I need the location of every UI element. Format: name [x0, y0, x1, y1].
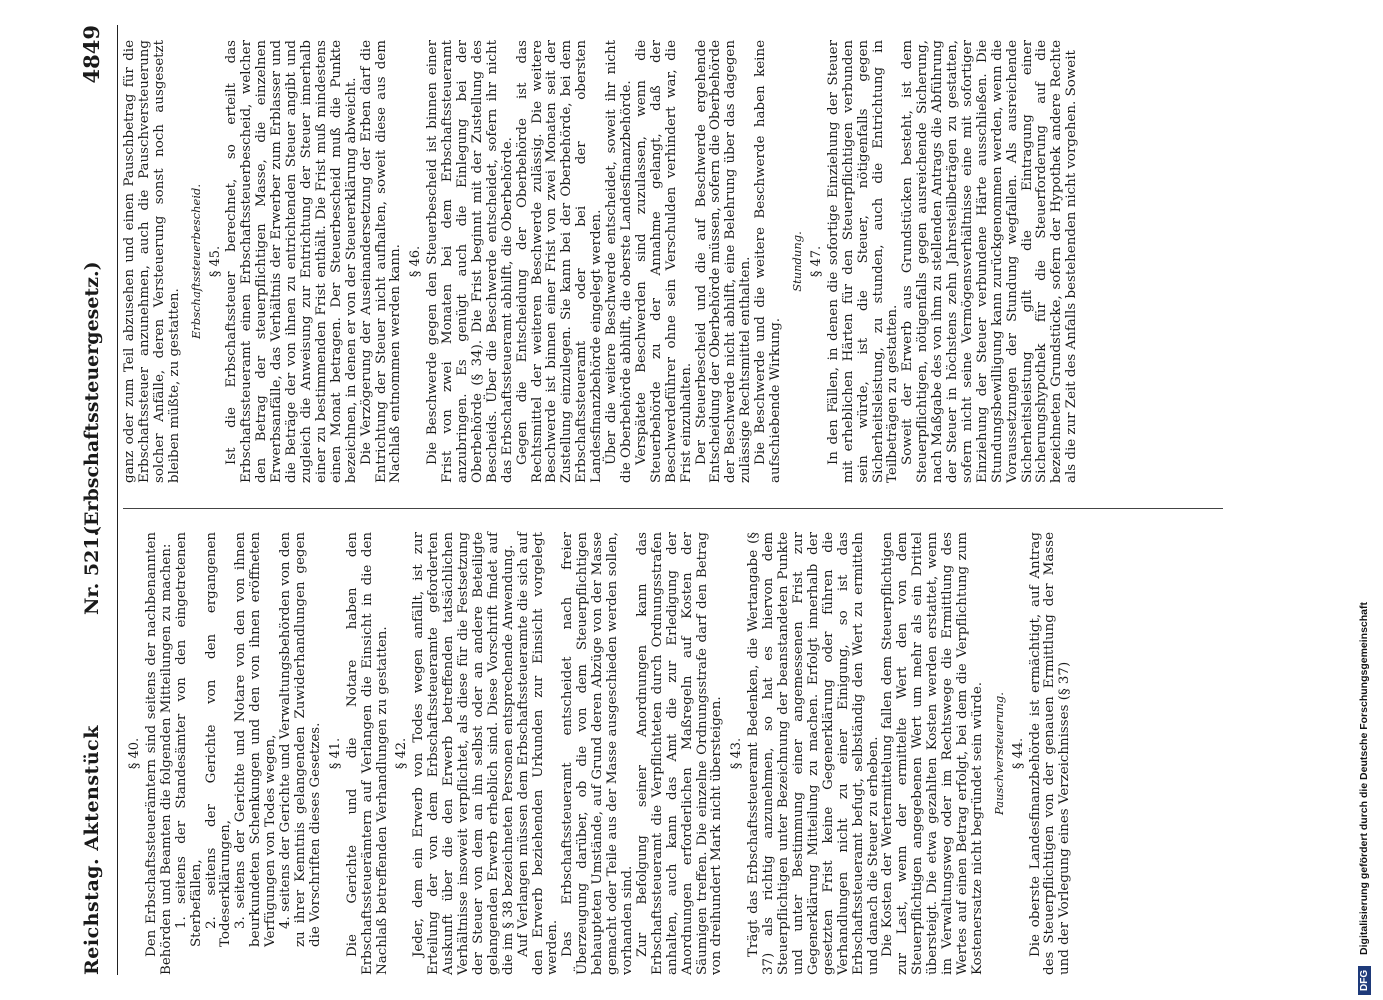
rotated-page [75, 25, 1275, 975]
dfg-logo: DFG [1358, 966, 1371, 995]
paragraph: Die Verzögerung der Auseinandersetzung der Erben darf die Entrichtung der Steuer nicht aufhalten, soweit diese aus dem Nachlaß entnommen werden kann. [358, 40, 404, 483]
right-column [123, 40, 1080, 483]
subheading: Erbschaftssteuerbescheid. [188, 183, 203, 340]
list-item: 2. seitens der Gerichte von den ergangenen Todeserklärungen, [203, 532, 234, 947]
header-rule [117, 25, 118, 975]
list-item: 4. seitens der Gerichte und Verwaltungsbehörden von den zu ihrer Kenntnis gelangenden Zuwiderhandlungen gegen die Vorschriften dieses Gesetzes. [278, 532, 323, 947]
paragraph: Der Steuerbescheid und die auf Beschwerde ergehende Entscheidung der Oberbehörde müssen, sofern die Oberbehörde der Beschwerde nicht abhilft, eine Belehrung über das dagegen zulässige Rechtsmittel enthalten. [693, 40, 754, 483]
paragraph: Verspätete Beschwerden sind zuzulassen, wenn die Steuerbehörde zu der Annahme gelangt, daß der Beschwerdeführer ohne sein Verschulden verhindert war, die Frist einzuhalten. [633, 40, 694, 483]
page-number: 4849 [79, 25, 104, 84]
section-heading: § 47. [808, 245, 824, 278]
paragraph: Die Beschwerde und die weitere Beschwerde haben keine aufschiebende Wirkung. [753, 40, 784, 483]
section-heading: § 44. [1010, 737, 1026, 770]
header-number: Nr. 521. [81, 529, 103, 615]
header-left: Reichstag. Aktenstück [81, 725, 103, 975]
subheading: Stundung. [789, 231, 804, 292]
paragraph: Soweit der Erwerb aus Grundstücken besteht, ist dem Steuerpflichtigen, nötigenfalls gegen ausreichende Sicherung, nach Maßgabe des von ihm zu stellenden Antrags die Abführung der Steuer in höchstens zehn Jahresteilbeträgen zu gestatten, sofern nicht seine Vermögensverhältnisse eine mit sofortiger Einziehung der Steuer verbundene Härte ausschließen. Die Stundungsbewilligung kann zurückgenommen werden, wenn die Voraussetzungen der Stundung wegfallen. Als ausreichende Sicherheitsleistung gilt die Eintragung einer Sicherungshypothek für die Steuerforderung auf die bezeichneten Grundstücke, sofern der Hypothek andere Rechte als die zur Zeit des Anfalls bestehenden nicht vorgehen. Soweit [900, 40, 1080, 483]
list-item: 3. seitens der Gerichte und Notare von den von ihnen beurkundeten Schenkungen und den von ihnen eröffneten Verfügungen von Todes wegen, [233, 532, 279, 947]
paragraph: In den Fällen, in denen die sofortige Einziehung der Steuer mit erheblichen Härten für den Steuerpflichtigen verbunden sein würde, ist die Steuer, nötigenfalls gegen Sicherheitsleistung, zu stunden, auch die Entrichtung in Teilbeträgen zu gestatten. [825, 40, 901, 483]
column-divider [123, 508, 1223, 509]
list-item: 1. seitens der Standesämter von den eingetretenen Sterbefällen, [173, 532, 204, 947]
paragraph: Den Erbschaftssteuerämtern sind seitens der nachbenannten Behörden und Beamten die folgenden Mitteilungen zu machen: [143, 532, 174, 975]
paragraph: Die Beschwerde gegen den Steuerbescheid ist binnen einer Frist von zwei Monaten bei dem Erbschaftssteueramt anzubringen. Es genügt auch die Einlegung bei der Oberbehörde (§ 34). Die Frist beginnt mit der Zustellung des Bescheids. Über die Beschwerde entscheidet, sofern ihr nicht das Erbschaftssteueramt abhilft, die Oberbehörde. [425, 40, 515, 483]
paragraph: ganz oder zum Teil abzusehen und einen Pauschbetrag für die Erbschaftssteuer anzunehmen, auch die Pauschversteuerung solcher Anfälle, deren Versteuerung sonst noch ausgesetzt bleiben müßte, zu gestatten. [122, 40, 182, 483]
section-heading: § 46. [408, 245, 424, 278]
section-heading: § 42. [394, 737, 410, 770]
section-heading: § 45. [207, 245, 223, 278]
subheading: Pauschversteuerung. [991, 692, 1006, 815]
paragraph: Die Gerichte und die Notare haben den Erbschaftssteuerämtern auf Verlangen die Einsicht in die den Nachlaß betreffenden Verhandlungen zu gestatten. [344, 532, 390, 975]
paragraph: Ist die Erbschaftssteuer berechnet, so erteilt das Erbschaftssteueramt einen Erbschaftssteuerbescheid, welcher den Betrag der steuerpflichtigen Masse, die einzelnen Erwerbsanfälle, das Verhältnis der Erwerber zum Erblasser und die Beträge der von ihnen zu entrichtenden Steuer angibt und zugleich die Anweisung zur Entrichtung der Steuer innerhalb einer zu bestimmenden Frist enthält. Die Frist muß mindestens einen Monat betragen. Der Steuerbescheid muß die Punkte bezeichnen, in denen er von der Steuererklärung abweicht. [224, 40, 359, 483]
paragraph: Die oberste Landesfinanzbehörde ist ermächtigt, auf Antrag des Steuerpflichtigen von der genauen Ermittlung der Masse und der Vorlegung eines Verzeichnisses (§ 37) [1027, 532, 1073, 975]
paragraph: Trägt das Erbschaftssteueramt Bedenken, die Wertangabe (§ 37) als richtig anzunehmen, so hat es hiervon dem Steuerpflichtigen unter Bezeichnung der beanstandeten Punkte und unter Bestimmung einer angemessenen Frist zur Gegenerklärung Mitteilung zu machen. Erfolgt innerhalb der gesetzten Frist keine Gegenerklärung oder führen die Verhandlungen nicht zu einer Einigung, so ist das Erbschaftssteueramt befugt, selbständig den Wert zu ermitteln und danach die Steuer zu erheben. [746, 532, 881, 975]
paragraph: Jeder, dem ein Erwerb von Todes wegen anfällt, ist zur Erteilung der von dem Erbschaftssteueramte geforderten Auskunft über die den Erwerb betreffenden tatsächlichen Verhältnisse insoweit verpflichtet, als diese für die Festsetzung der Steuer von dem an ihn selbst oder an andere Beteiligte gelangenden Erwerb erheblich sind. Diese Vorschrift findet auf die im § 38 bezeichneten Personen entsprechende Anwendung. [411, 532, 516, 975]
page-header [75, 25, 115, 975]
header-title: (Erbschaftssteuergesetz.) [81, 261, 103, 535]
section-heading: § 43. [729, 737, 745, 770]
paragraph: Die Kosten der Wertermittelung fallen dem Steuerpflichtigen zur Last, wenn der ermittelte Wert den von dem Steuerpflichtigen angegebenen Wert um mehr als ein Drittel übersteigt. Die etwa gezahlten Kosten werden erstattet, wenn im Verwaltungsweg oder im Rechtswege die Ermittlung des Wertes auf einen Betrag erfolgt, bei dem die Verpflichtung zum Kostenersatze nicht begründet sein würde. [880, 532, 985, 975]
stamp-text: Digitalisierung gefördert durch die Deutsche Forschungsgemeinschaft [1358, 601, 1370, 955]
left-column [123, 532, 1073, 975]
paragraph: Gegen die Entscheidung der Oberbehörde ist das Rechtsmittel der weiteren Beschwerde zulässig. Die weitere Beschwerde ist binnen einer Frist von zwei Monaten seit der Zustellung einzulegen. Sie kann bei der Oberbehörde, bei dem Erbschaftssteueramt oder bei der obersten Landesfinanzbehörde eingelegt werden. [514, 40, 605, 483]
section-heading: § 41. [327, 737, 343, 770]
paragraph: Auf Verlangen müssen dem Erbschaftssteueramte die sich auf den Erwerb beziehenden Urkunden zur Einsicht vorgelegt werden. [515, 532, 561, 975]
digitization-stamp [1358, 5, 1380, 995]
paragraph: Zur Befolgung seiner Anordnungen kann das Erbschaftssteueramt die Verpflichteten durch Ordnungsstrafen anhalten, auch kann das Amt die zur Erledigung der Anordnungen erforderlichen Maßregeln auf Kosten der Säumigen treffen. Die einzelne Ordnungsstrafe darf den Betrag von dreihundert Mark nicht übersteigen. [634, 532, 725, 975]
paragraph: Das Erbschaftssteueramt entscheidet nach freier Überzeugung darüber, ob die von dem Steuerpflichtigen behaupteten Umstände, auf Grund deren Abzüge von der Masse gemacht oder Teile aus der Masse ausgeschieden werden sollen, vorhanden sind. [560, 532, 635, 975]
section-heading: § 40. [127, 737, 142, 770]
paragraph: Über die weitere Beschwerde entscheidet, soweit ihr nicht die Oberbehörde abhilft, die oberste Landesfinanzbehörde. [604, 40, 634, 483]
